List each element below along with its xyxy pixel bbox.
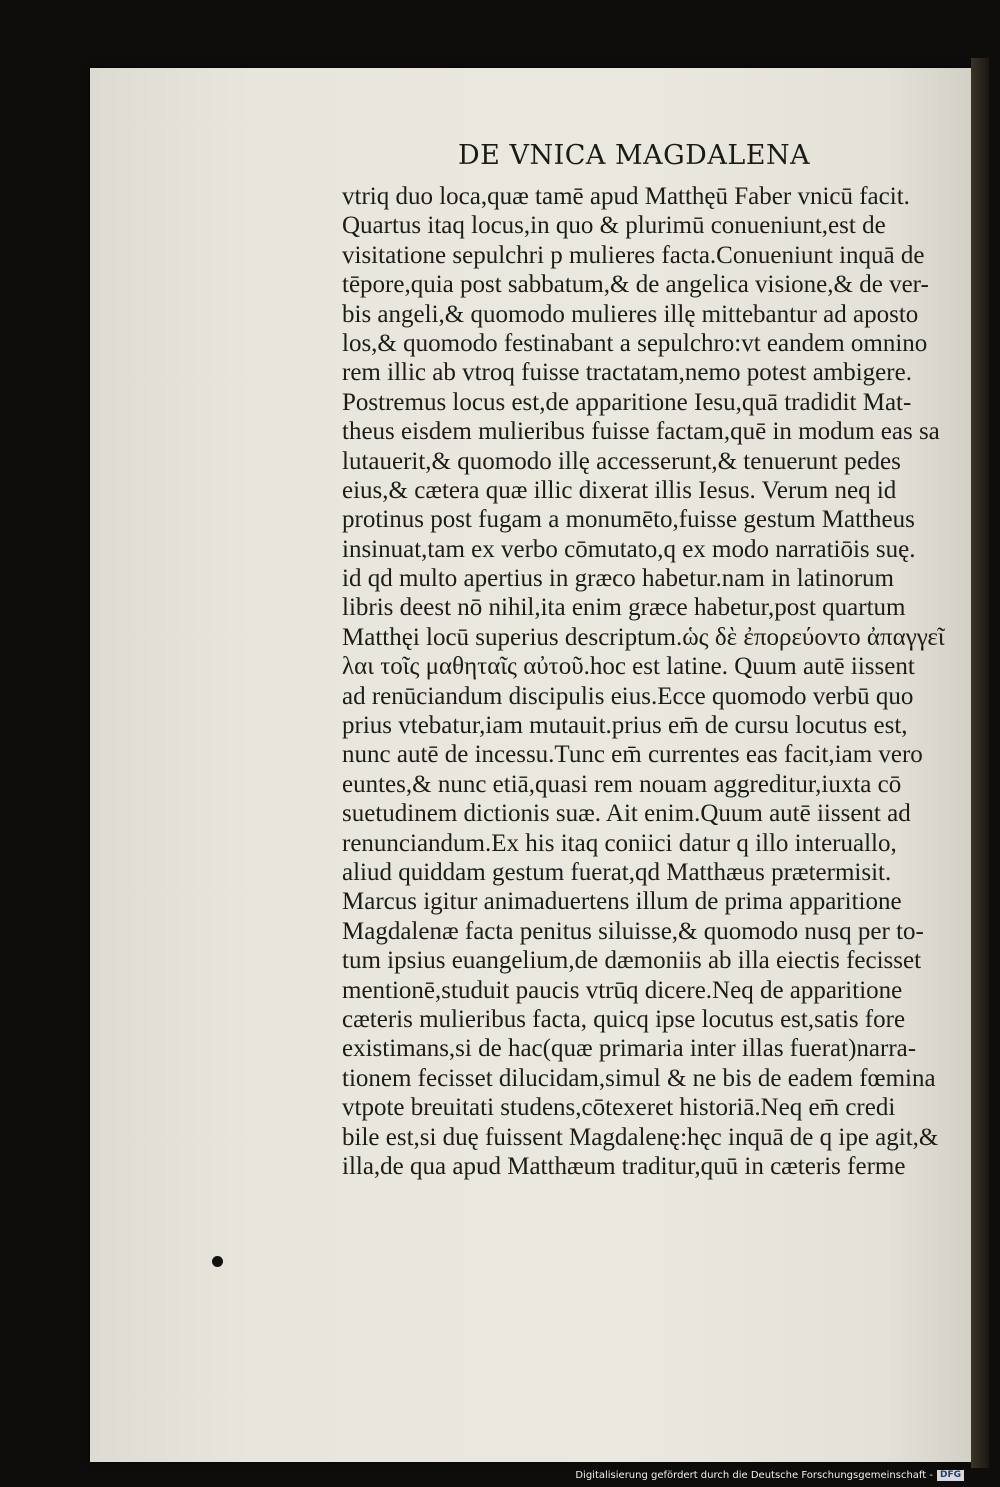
text-line: nunc autē de incessu.Tunc em̄ currentes eas facit,iam vero <box>342 741 923 769</box>
text-line: vtriq duo loca,quæ tamē apud Matthęū Faber vnicū facit. <box>342 183 910 210</box>
text-line: rem illic ab vtroq fuisse tractatam,nemo potest ambigere. <box>342 359 912 387</box>
text-line: λαι τοῖς μαθηταῖς αὐτοῦ.hoc est latine. Quum autē iissent <box>342 653 915 681</box>
text-line: cæteris mulieribus facta, quicq ipse locutus est,satis fore <box>342 1005 906 1033</box>
text-block <box>342 182 954 1181</box>
text-line: prius vtebatur,iam mutauit.prius em̄ de cursu locutus est, <box>342 712 908 740</box>
text-line: theus eisdem mulieribus fuisse factam,quē in modum eas sa <box>342 418 940 446</box>
text-line: euntes,& nunc etiā,quasi rem nouam aggreditur,iuxta cō <box>342 770 902 798</box>
text-line: existimans,si de hac(quæ primaria inter illas fuerat)narra- <box>342 1035 917 1063</box>
text-line: ad renūciandum discipulis eius.Ecce quomodo verbū quo <box>342 682 914 710</box>
text-line: renunciandum.Ex his itaq coniici datur q illo interuallo, <box>342 829 897 857</box>
footer-text: Digitalisierung gefördert durch die Deutsche Forschungsgemeinschaft - <box>575 1470 933 1481</box>
book-page <box>90 68 975 1462</box>
text-line: libris deest nō nihil,ita enim græce habetur,post quartum <box>342 594 906 622</box>
text-line: protinus post fugam a monumēto,fuisse gestum Mattheus <box>342 506 915 534</box>
text-line: mentionē,studuit paucis vtrūq dicere.Neq de apparitione <box>342 976 903 1004</box>
dfg-logo: DFG <box>937 1470 964 1481</box>
text-line: insinuat,tam ex verbo cōmutato,q ex modo narratiōis suę. <box>342 535 916 563</box>
text-line: tum ipsius euangelium,de dæmoniis ab illa eiectis fecisset <box>342 947 922 975</box>
text-line: illa,de qua apud Matthæum traditur,quū in cæteris ferme <box>342 1152 906 1180</box>
text-line: tionem fecisset dilucidam,simul & ne bis de eadem fœmina <box>342 1064 936 1092</box>
text-line: bile est,si duę fuissent Magdalenę:hęc inquā de q ipe agit,& <box>342 1123 939 1151</box>
text-line: vtpote breuitati studens,cōtexeret historiā.Neq em̄ credi <box>342 1094 896 1122</box>
text-line: Magdalenæ facta penitus siluisse,& quomodo nusq per to- <box>342 917 924 945</box>
text-line: Quartus itaq locus,in quo & plurimū conueniunt,est de <box>342 212 886 240</box>
text-line: id qd multo apertius in græco habetur.nam in latinorum <box>342 565 894 593</box>
digitization-footer <box>575 1470 964 1481</box>
text-line: Postremus locus est,de apparitione Iesu,quā tradidit Mat- <box>342 388 912 416</box>
text-line: Marcus igitur animaduertens illum de prima apparitione <box>342 888 902 916</box>
text-line: Matthęi locū superius descriptum.ὡς δὲ ἐπορεύοντο ἀπαγγεῖ <box>342 623 945 651</box>
running-head: DE VNICA MAGDALENA <box>458 140 811 171</box>
text-line: eius,& cætera quæ illic dixerat illis Iesus. Verum neq id <box>342 476 897 504</box>
text-line: bis angeli,& quomodo mulieres illę mittebantur ad aposto <box>342 300 919 328</box>
ink-dot <box>212 1256 223 1267</box>
text-line: visitatione sepulchri p mulieres facta.Conueniunt inquā de <box>342 241 925 269</box>
text-line: suetudinem dictionis suæ. Ait enim.Quum autē iissent ad <box>342 800 911 828</box>
text-line: aliud quiddam gestum fuerat,qd Matthæus prætermisit. <box>342 858 892 886</box>
text-line: los,& quomodo festinabant a sepulchro:vt eandem omnino <box>342 329 928 357</box>
text-line: tēpore,quia post sabbatum,& de angelica visione,& de ver- <box>342 271 929 299</box>
text-line: lutauerit,& quomodo illę accesserunt,& tenuerunt pedes <box>342 447 901 475</box>
